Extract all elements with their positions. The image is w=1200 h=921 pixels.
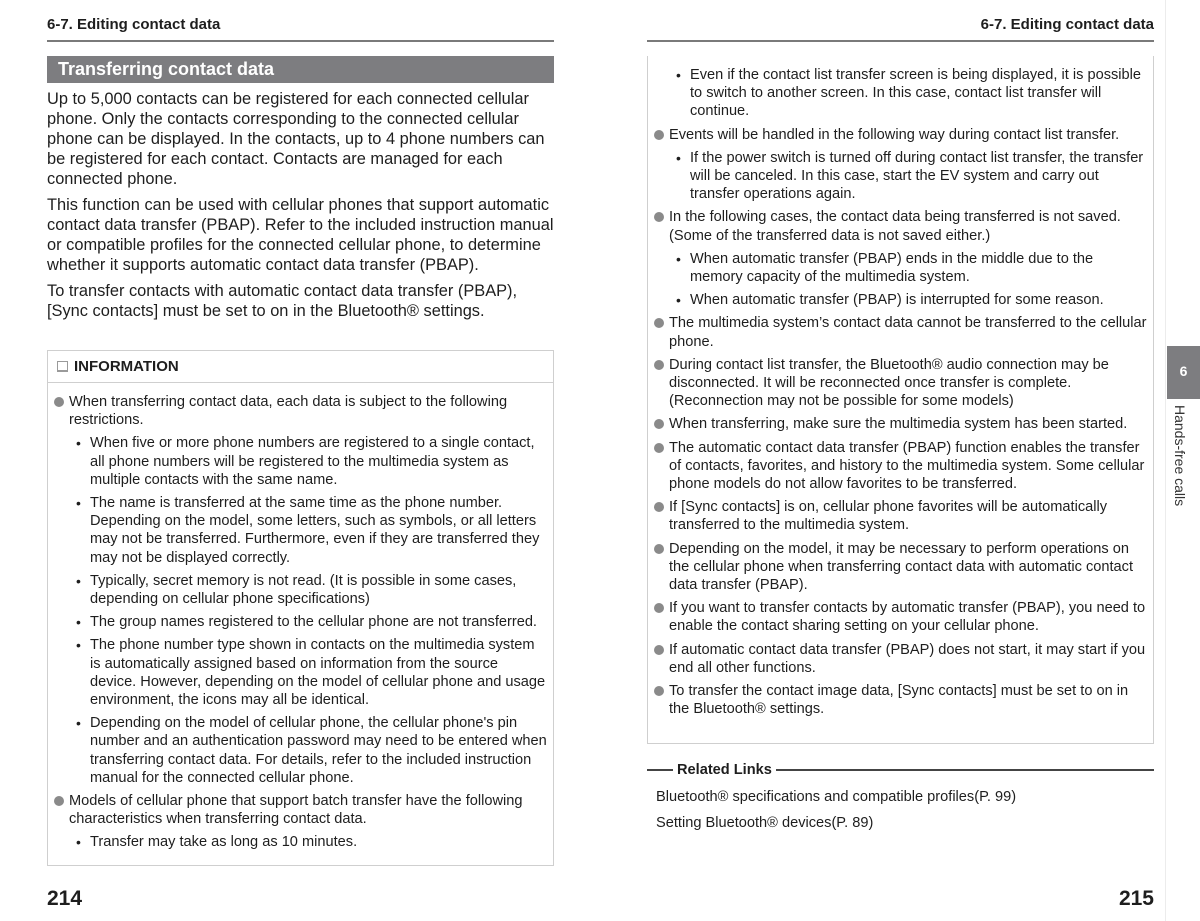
left-page	[47, 0, 554, 921]
information-title: INFORMATION	[74, 358, 179, 375]
header-rule	[647, 40, 1154, 42]
bullet-dot-icon	[654, 544, 664, 554]
bullet-dot-icon	[654, 419, 664, 429]
chapter-tab[interactable]: 6	[1167, 346, 1200, 399]
bullet-dot-icon	[654, 603, 664, 613]
divider	[647, 769, 673, 771]
margin-line	[1165, 0, 1166, 921]
running-head: 6-7. Editing contact data	[980, 16, 1154, 33]
sub-item: • When five or more phone numbers are registered to a single contact, all phone numbers will be registered to the multimedia system as multiple contacts with the same name.	[76, 435, 535, 488]
information-box-continued	[647, 56, 1154, 744]
list-item: Depending on the model, it may be necessary to perform operations on the cellular phone when transferring contact data with automatic contact data transfer (PBAP).	[654, 540, 1147, 595]
related-links-title: Related Links	[677, 762, 772, 778]
right-page	[647, 0, 1154, 921]
running-head: 6-7. Editing contact data	[47, 16, 221, 33]
sub-item: • When automatic transfer (PBAP) is interrupted for some reason.	[676, 292, 1104, 309]
sub-item: • The group names registered to the cellular phone are not transferred.	[76, 614, 537, 631]
list-item: If [Sync contacts] is on, cellular phone favorites will be automatically transferred to the multimedia system.	[654, 498, 1147, 534]
header-rule	[47, 40, 554, 42]
list-item: If you want to transfer contacts by automatic transfer (PBAP), you need to enable the contact sharing setting on your cellular phone.	[654, 599, 1147, 635]
list-item: If automatic contact data transfer (PBAP) does not start, it may start if you end all other functions.	[654, 641, 1147, 677]
list-item: The multimedia system’s contact data cannot be transferred to the cellular phone.	[654, 314, 1147, 350]
related-links	[647, 760, 1154, 832]
related-link-setting-bluetooth[interactable]: Setting Bluetooth® devices(P. 89)	[656, 815, 874, 831]
paragraph: To transfer contacts with automatic contact data transfer (PBAP), [Sync contacts] must be set to on in the Bluetooth® settings.	[47, 282, 518, 320]
divider	[776, 769, 1154, 771]
information-body	[48, 383, 553, 852]
book-icon	[57, 361, 68, 372]
paragraph: This function can be used with cellular phones that support automatic contact data transfer (PBAP). Refer to the included instruction manual or compatible profiles for the connected cellular phone, to determine whether it supports automatic contact data transfer (PBAP).	[47, 196, 554, 274]
intro-text	[47, 89, 554, 327]
sub-item: • When automatic transfer (PBAP) ends in the middle due to the memory capacity of the multimedia system.	[676, 250, 1094, 286]
bullet-dot-icon	[54, 796, 64, 806]
bullet-dot-icon	[654, 318, 664, 328]
bullet-dot-icon	[654, 686, 664, 696]
list-item: To transfer the contact image data, [Sync contacts] must be set to on in the Bluetooth® settings.	[654, 682, 1147, 718]
bullet-dot-icon	[654, 645, 664, 655]
list-item: During contact list transfer, the Bluetooth® audio connection may be disconnected. It will be reconnected once transfer is complete. (Reconnection may not be possible for some models)	[654, 356, 1147, 411]
bullet-dot-icon	[654, 360, 664, 370]
sub-item: • Even if the contact list transfer screen is being displayed, it is possible to switch to another screen. In this case, contact list transfer will continue.	[676, 67, 1142, 120]
bullet-dot-icon	[654, 130, 664, 140]
bullet-dot-icon	[654, 443, 664, 453]
page-number: 214	[47, 887, 83, 910]
list-item: The automatic contact data transfer (PBAP) function enables the transfer of contacts, favorites, and history to the multimedia system. Some cellular phone models do not allow favorites to be transferred.	[654, 439, 1147, 494]
bullet-dot-icon	[54, 397, 64, 407]
list-item: When transferring contact data, each data is subject to the following restrictions.	[54, 393, 547, 429]
sub-item: • The phone number type shown in contacts on the multimedia system is automatically assigned based on information from the source device. However, depending on the model of cellular phone and usage environment, the icons may all be identical.	[76, 637, 546, 709]
information-box	[47, 350, 554, 866]
page-number: 215	[1118, 887, 1154, 910]
paragraph: Up to 5,000 contacts can be registered for each connected cellular phone. Only the contacts corresponding to the connected cellular phone can be displayed. In the contacts, up to 4 phone numbers can be registered for each contact. Contacts are managed for each connected phone.	[47, 90, 545, 188]
information-header	[48, 351, 553, 383]
section-title: Transferring contact data	[47, 56, 554, 83]
list-item: In the following cases, the contact data being transferred is not saved. (Some of the transferred data is not saved either.)	[654, 208, 1147, 244]
sub-item: • The name is transferred at the same time as the phone number. Depending on the model, some letters, such as symbols, or all letters may not be transferred. Furthermore, even if they are transferred they may not be displayed correctly.	[76, 495, 540, 566]
sub-item: • If the power switch is turned off during contact list transfer, the transfer will be canceled. In this case, start the EV system and carry out transfer operations again.	[676, 149, 1144, 203]
sub-item: • Typically, secret memory is not read. (It is possible in some cases, depending on cellular phone specifications)	[76, 572, 517, 608]
list-item: Models of cellular phone that support batch transfer have the following characteristics when transferring contact data.	[54, 792, 547, 828]
bullet-dot-icon	[654, 502, 664, 512]
list-item: When transferring, make sure the multimedia system has been started.	[654, 415, 1147, 433]
sub-item: • Transfer may take as long as 10 minutes.	[76, 834, 358, 851]
sub-item: • Depending on the model of cellular phone, the cellular phone's pin number and an authentication password may need to be entered when transferring contact data. For details, refer to the included instruction manual for the connected cellular phone.	[76, 715, 547, 786]
chapter-label: Hands-free calls	[1172, 405, 1188, 507]
list-item: Events will be handled in the following way during contact list transfer.	[654, 126, 1147, 144]
related-link-bluetooth-specs[interactable]: Bluetooth® specifications and compatible profiles(P. 99)	[656, 789, 1017, 805]
bullet-dot-icon	[654, 212, 664, 222]
